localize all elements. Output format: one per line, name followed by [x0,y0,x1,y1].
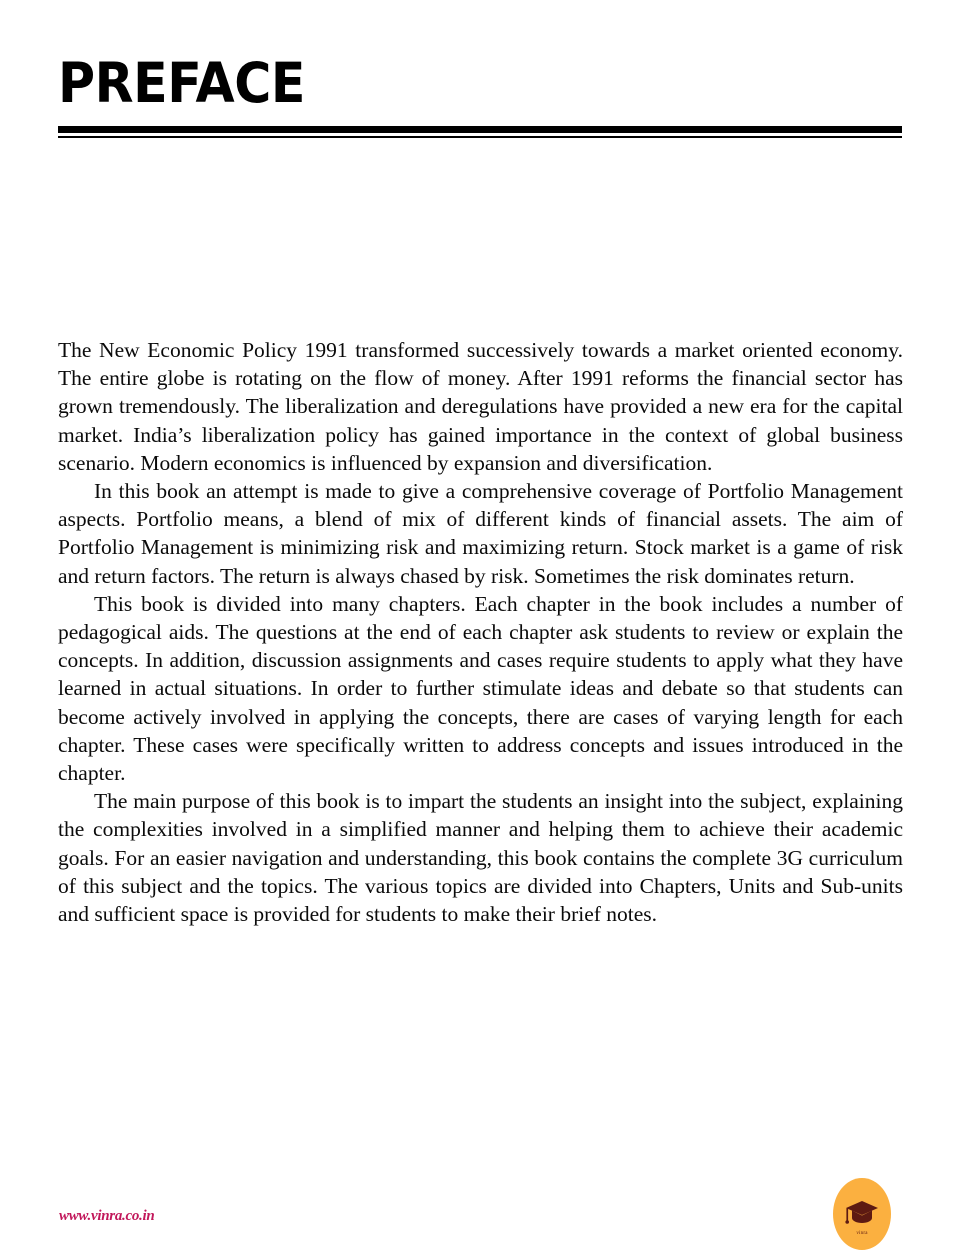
title-divider [58,126,902,138]
paragraph-4: The main purpose of this book is to impart the students an insight into the subject, explaining the complexities involved in a simplified manner and helping them to achieve their academic goals. For an easier navigation and understanding, this book contains the complete 3G curriculum of this subject and the topics. The various topics are divided into Chapters, Units and Sub-units and sufficient space is provided for students to make their brief notes. [58,789,903,927]
divider-thin-rule [58,136,902,138]
brand-badge[interactable] [833,1178,891,1250]
paragraph-1: The New Economic Policy 1991 transformed successively towards a market oriented economy. The entire globe is rotating on the flow of money. After 1991 reforms the financial sector has grown tremendously. The liberalization and deregulations have provided a new era for the capital market. India’s liberalization policy has gained importance in the context of global business scenario. Modern economics is influenced by expansion and diversification. [58,338,903,475]
page-footer [0,1170,960,1260]
paragraph-3: This book is divided into many chapters. Each chapter in the book includes a number of pedagogical aids. The questions at the end of each chapter ask students to review or explain the concepts. In addition, discussion assignments and cases require students to apply what they have learned in actual situations. In order to further stimulate ideas and debate so that students can become actively involved in applying the concepts, there are cases of varying length for each chapter. These cases were specifically written to address concepts and issues introduced in the chapter. [58,591,903,786]
badge-caption: vinra [856,1231,868,1236]
paragraph-2: In this book an attempt is made to give a comprehensive coverage of Portfolio Management aspects. Portfolio means, a blend of mix of different kinds of financial assets. The aim of Portfolio Management is minimizing risk and maximizing return. Stock market is a game of risk and return factors. The return is always chased by risk. Sometimes the risk dominates return. [58,479,903,588]
preface-body [58,336,903,928]
graduation-cap-icon [842,1194,882,1234]
page-title: PREFACE [58,51,306,115]
divider-thick-rule [58,126,902,133]
site-url-link[interactable]: www.vinra.co.in [59,1208,155,1224]
page-header [58,52,902,138]
